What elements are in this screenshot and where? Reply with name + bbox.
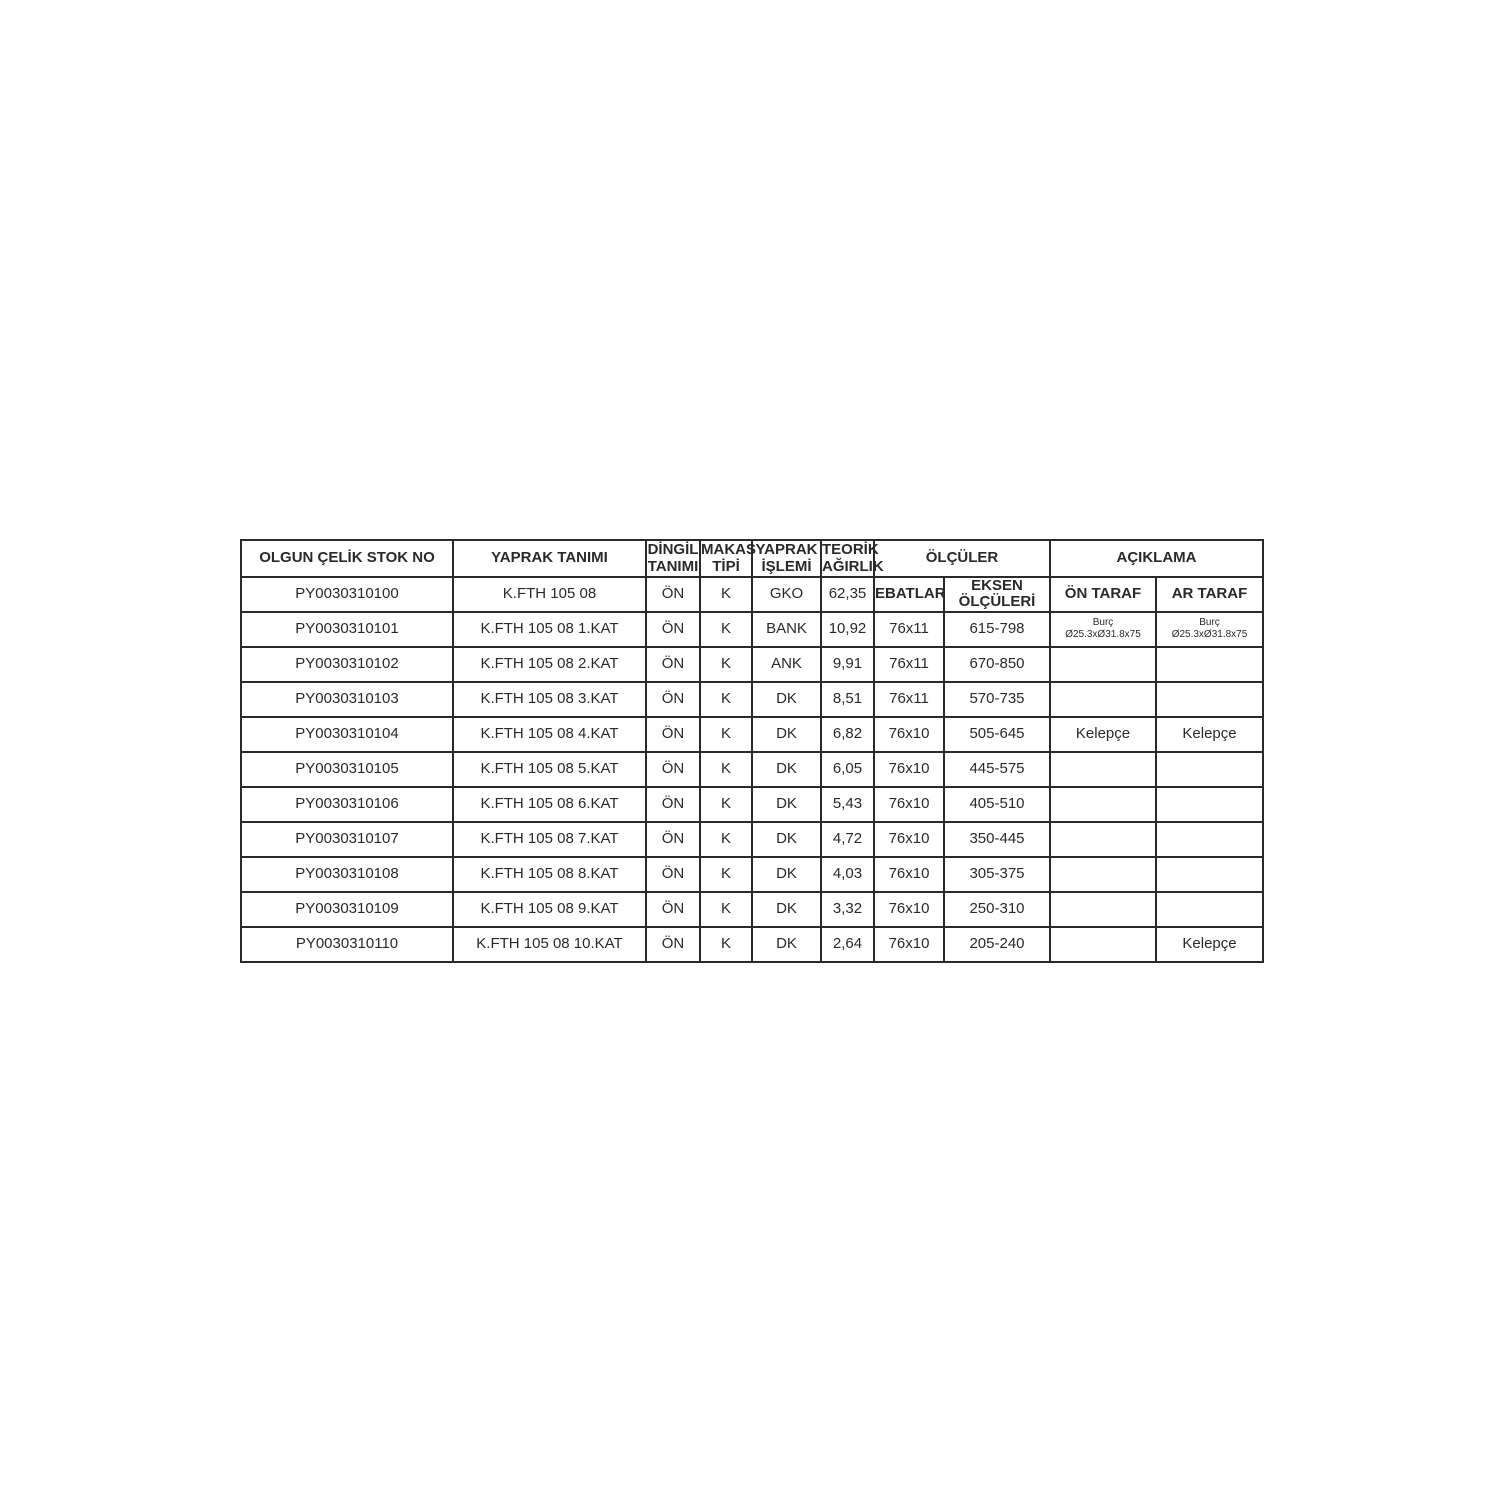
cell-process: DK — [752, 892, 821, 927]
cell-stock-no: PY0030310100 — [241, 577, 453, 612]
cell-weight: 10,92 — [821, 612, 874, 647]
cell-front — [1050, 647, 1156, 682]
cell-leaf: K.FTH 105 08 10.KAT — [453, 927, 646, 962]
cell-front — [1050, 927, 1156, 962]
table-row — [241, 857, 1263, 892]
table-row — [241, 612, 1263, 647]
cell-front: Kelepçe — [1050, 717, 1156, 752]
cell-size: 76x11 — [874, 612, 944, 647]
cell-type: K — [700, 612, 752, 647]
cell-size: 76x11 — [874, 682, 944, 717]
table-row — [241, 927, 1263, 962]
cell-size: 76x10 — [874, 752, 944, 787]
cell-weight: 5,43 — [821, 787, 874, 822]
cell-leaf: K.FTH 105 08 5.KAT — [453, 752, 646, 787]
cell-rear — [1156, 822, 1263, 857]
cell-stock-no: PY0030310107 — [241, 822, 453, 857]
cell-leaf: K.FTH 105 08 2.KAT — [453, 647, 646, 682]
cell-axle: ÖN — [646, 822, 700, 857]
cell-type: K — [700, 822, 752, 857]
cell-front — [1050, 682, 1156, 717]
cell-axle: ÖN — [646, 857, 700, 892]
cell-process: ANK — [752, 647, 821, 682]
cell-axis: 405-510 — [944, 787, 1050, 822]
cell-front — [1050, 892, 1156, 927]
cell-process: DK — [752, 927, 821, 962]
cell-axle: ÖN — [646, 717, 700, 752]
cell-weight: 3,32 — [821, 892, 874, 927]
header-row — [241, 540, 1263, 577]
header-spring-type: MAKAS TİPİ — [701, 541, 756, 576]
cell-axis: 250-310 — [944, 892, 1050, 927]
header-description: AÇIKLAMA — [1050, 540, 1263, 577]
cell-front — [1050, 752, 1156, 787]
table-row — [241, 752, 1263, 787]
table-row — [241, 647, 1263, 682]
cell-process: DK — [752, 682, 821, 717]
cell-leaf: K.FTH 105 08 4.KAT — [453, 717, 646, 752]
cell-axle: ÖN — [646, 927, 700, 962]
cell-stock-no: PY0030310106 — [241, 787, 453, 822]
cell-rear: Kelepçe — [1156, 717, 1263, 752]
cell-weight: 6,05 — [821, 752, 874, 787]
cell-rear — [1156, 752, 1263, 787]
cell-size: 76x10 — [874, 822, 944, 857]
cell-leaf: K.FTH 105 08 — [453, 577, 646, 612]
table-row — [241, 682, 1263, 717]
cell-axle: ÖN — [646, 752, 700, 787]
cell-axle: ÖN — [646, 682, 700, 717]
cell-stock-no: PY0030310108 — [241, 857, 453, 892]
header-dimensions: ÖLÇÜLER — [874, 540, 1050, 577]
cell-process: DK — [752, 857, 821, 892]
cell-process: DK — [752, 717, 821, 752]
cell-rear: Kelepçe — [1156, 927, 1263, 962]
cell-rear — [1156, 892, 1263, 927]
table-row — [241, 577, 1263, 612]
cell-rear — [1156, 647, 1263, 682]
cell-type: K — [700, 717, 752, 752]
table-row — [241, 892, 1263, 927]
subheader-rear-side: AR TARAF — [1156, 577, 1263, 612]
subheader-sizes: EBATLAR — [874, 577, 944, 612]
cell-front — [1050, 787, 1156, 822]
cell-axle: ÖN — [646, 787, 700, 822]
table-row — [241, 822, 1263, 857]
cell-rear-note: Burç Ø25.3xØ31.8x75 — [1156, 612, 1263, 647]
cell-type: K — [700, 787, 752, 822]
cell-type: K — [700, 577, 752, 612]
cell-axis: 350-445 — [944, 822, 1050, 857]
header-axle-definition: DİNGİL TANIMI — [647, 541, 699, 576]
cell-process: DK — [752, 752, 821, 787]
leaf-spring-spec-table — [240, 539, 1264, 963]
cell-size: 76x11 — [874, 647, 944, 682]
cell-weight: 8,51 — [821, 682, 874, 717]
cell-stock-no: PY0030310101 — [241, 612, 453, 647]
cell-leaf: K.FTH 105 08 1.KAT — [453, 612, 646, 647]
subheader-front-side: ÖN TARAF — [1050, 577, 1156, 612]
cell-type: K — [700, 682, 752, 717]
cell-axle: ÖN — [646, 647, 700, 682]
cell-process: BANK — [752, 612, 821, 647]
cell-leaf: K.FTH 105 08 8.KAT — [453, 857, 646, 892]
cell-axle: ÖN — [646, 577, 700, 612]
subheader-axis-dimensions: EKSEN ÖLÇÜLERİ — [944, 577, 1050, 612]
cell-axis: 505-645 — [944, 717, 1050, 752]
cell-front — [1050, 857, 1156, 892]
header-leaf-definition: YAPRAK TANIMI — [453, 540, 646, 577]
cell-axis: 570-735 — [944, 682, 1050, 717]
header-stock-no: OLGUN ÇELİK STOK NO — [241, 540, 453, 577]
cell-rear — [1156, 857, 1263, 892]
cell-stock-no: PY0030310103 — [241, 682, 453, 717]
cell-leaf: K.FTH 105 08 3.KAT — [453, 682, 646, 717]
cell-stock-no: PY0030310109 — [241, 892, 453, 927]
cell-size: 76x10 — [874, 892, 944, 927]
cell-size: 76x10 — [874, 857, 944, 892]
header-theoretical-weight: TEORİK AĞIRLIK — [822, 541, 884, 576]
cell-leaf: K.FTH 105 08 9.KAT — [453, 892, 646, 927]
cell-size: 76x10 — [874, 787, 944, 822]
cell-axis: 445-575 — [944, 752, 1050, 787]
cell-axle: ÖN — [646, 612, 700, 647]
cell-size: 76x10 — [874, 717, 944, 752]
cell-weight: 9,91 — [821, 647, 874, 682]
cell-weight: 4,03 — [821, 857, 874, 892]
cell-weight: 4,72 — [821, 822, 874, 857]
cell-process: GKO — [752, 577, 821, 612]
cell-stock-no: PY0030310104 — [241, 717, 453, 752]
header-leaf-process: YAPRAK İŞLEMİ — [752, 540, 821, 577]
table-row — [241, 717, 1263, 752]
cell-stock-no: PY0030310105 — [241, 752, 453, 787]
cell-size: 76x10 — [874, 927, 944, 962]
cell-leaf: K.FTH 105 08 7.KAT — [453, 822, 646, 857]
cell-type: K — [700, 647, 752, 682]
cell-rear — [1156, 787, 1263, 822]
cell-front-note: Burç Ø25.3xØ31.8x75 — [1050, 612, 1156, 647]
table-row — [241, 787, 1263, 822]
cell-type: K — [700, 857, 752, 892]
cell-type: K — [700, 892, 752, 927]
cell-stock-no: PY0030310102 — [241, 647, 453, 682]
cell-process: DK — [752, 787, 821, 822]
cell-leaf: K.FTH 105 08 6.KAT — [453, 787, 646, 822]
cell-axis: 305-375 — [944, 857, 1050, 892]
cell-process: DK — [752, 822, 821, 857]
cell-axis: 205-240 — [944, 927, 1050, 962]
cell-weight: 6,82 — [821, 717, 874, 752]
cell-rear — [1156, 682, 1263, 717]
cell-axis: 670-850 — [944, 647, 1050, 682]
cell-weight: 62,35 — [821, 577, 874, 612]
cell-weight: 2,64 — [821, 927, 874, 962]
cell-stock-no: PY0030310110 — [241, 927, 453, 962]
cell-type: K — [700, 752, 752, 787]
cell-front — [1050, 822, 1156, 857]
cell-axle: ÖN — [646, 892, 700, 927]
cell-type: K — [700, 927, 752, 962]
cell-axis: 615-798 — [944, 612, 1050, 647]
